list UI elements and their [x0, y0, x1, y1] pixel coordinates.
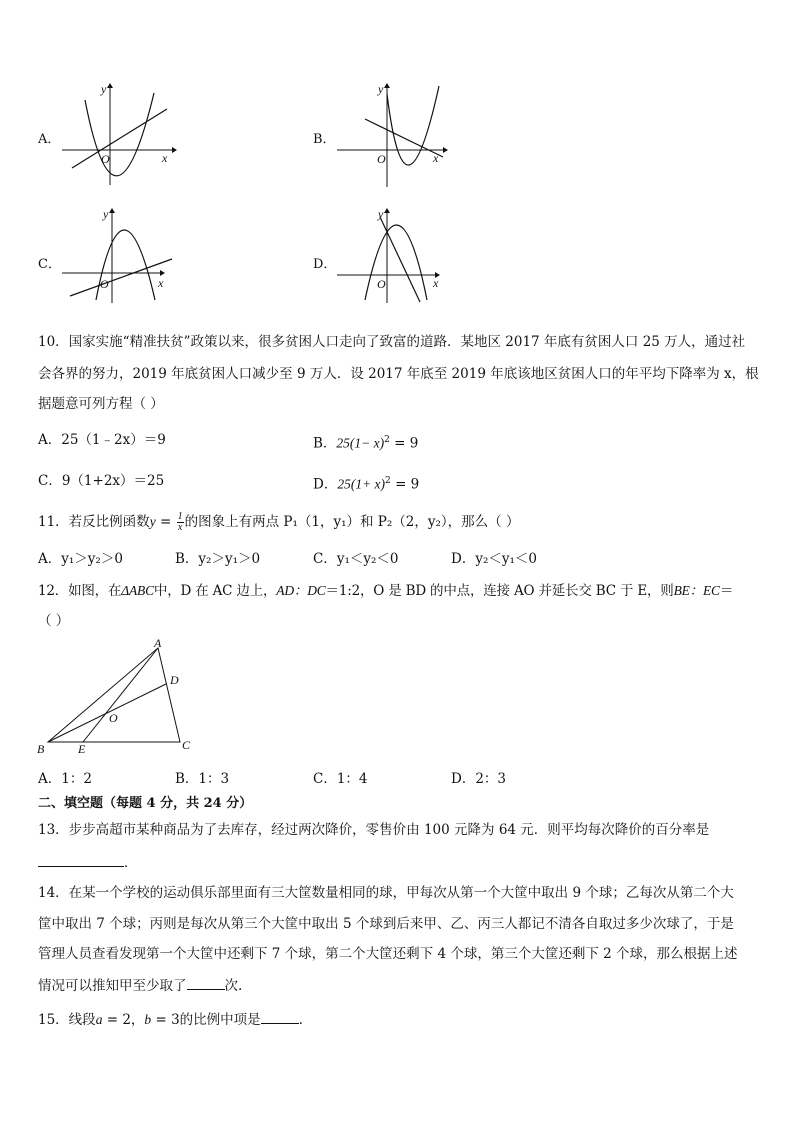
q12-option-b: B．1：3: [175, 771, 230, 787]
q14-answer-blank: [187, 975, 225, 990]
q10-option-d-exp: 2: [385, 476, 391, 486]
q10-line-1: 10．国家实施“精准扶贫”政策以来，很多贫困人口走向了致富的道路．某地区 2017 年底有贫困人口 25 万人，通过社: [38, 334, 746, 350]
q11-suffix: 的图象上有两点 P₁（1，y₁）和 P₂（2，y₂），那么（ ）: [184, 514, 520, 530]
q15-answer-blank: [261, 1009, 299, 1024]
q11-stem: [38, 512, 519, 533]
q11-option-c: C．y₁＜y₂＜0: [313, 551, 399, 567]
q12-text-a: 12．如图，在: [38, 583, 122, 599]
q11-fraction-den: x: [177, 522, 183, 533]
q12-ratio-ad-dc: AD：DC: [276, 583, 326, 598]
graph-b-x-label: x: [433, 151, 439, 165]
q13-end: ．: [124, 855, 138, 871]
q15-end: .: [298, 1012, 303, 1028]
graph-d-x-label: x: [433, 276, 439, 290]
option-d-label: D．: [313, 257, 337, 272]
q10-option-d-rhs: = 9: [390, 476, 420, 493]
fig-label-b: B: [37, 742, 45, 756]
q10-line-2: 会各界的努力，2019 年底贫困人口减少至 9 万人．设 2017 年底至 2019 年底该地区贫困人口的年平均下降率为 x，根: [38, 366, 759, 382]
q13-line-1: 13．步步高超市某种商品为了去库存，经过两次降价，零售价由 100 元降为 64 元．则平均每次降价的百分率是: [38, 822, 710, 838]
q15-prefix: 15．线段: [38, 1012, 96, 1028]
graph-d: [335, 205, 450, 305]
graph-b-y-label: y: [378, 82, 384, 96]
q14-line-2: 筐中取出 7 个球；丙则是每次从第三个大筐中取出 5 个球到后来甲、乙、丙三人都记不清各自取过多少次球了，于是: [38, 916, 734, 932]
q12-option-a: A．1：2: [38, 771, 92, 787]
q15-b-val: = 3: [151, 1012, 180, 1028]
option-b-label: B．: [313, 132, 336, 147]
q13-answer-blank: [38, 852, 124, 867]
q14-line-3: 管理人员查看发现第一个大筐中还剩下 7 个球，第二个大筐还剩下 4 个球，第三个大筐还剩下 2 个球，那么根据上述: [38, 946, 738, 962]
q12-line-2: （ ）: [38, 613, 70, 629]
q10-option-d-expr: 25(1+ x): [337, 476, 386, 492]
q10-option-b-rhs: = 9: [389, 435, 419, 452]
q15-a-var: a: [95, 1012, 103, 1027]
q11-fraction-num: 1: [177, 511, 183, 522]
q10-line-3: 据题意可列方程（ ）: [38, 396, 164, 412]
q10-option-b-exp: 2: [384, 435, 390, 445]
q14-text-a: 情况可以推知甲至少取了: [38, 978, 187, 994]
q12-text-b: 中，D 在 AC 边上，: [153, 583, 277, 599]
q10-option-b-expr: 25(1− x): [336, 435, 385, 451]
graph-a-y-label: y: [101, 82, 107, 96]
graph-a: [60, 80, 175, 190]
q12-option-c: C．1：4: [313, 771, 368, 787]
triangle-figure: [30, 638, 210, 758]
q11-option-d: D．y₂＜y₁＜0: [451, 551, 537, 567]
q12-option-d: D．2：3: [451, 771, 507, 787]
q11-option-b: B．y₂＞y₁＞0: [175, 551, 261, 567]
fig-label-a: A: [154, 636, 162, 650]
q14-line-4: [38, 975, 242, 996]
fig-label-c: C: [182, 738, 191, 752]
graph-b: [335, 80, 450, 190]
q15-suffix: 的比例中项是: [179, 1012, 261, 1028]
graph-d-origin: O: [377, 277, 386, 291]
graph-a-origin: O: [101, 152, 110, 166]
q12-text-c: ＝1:2，O 是 BD 的中点，连接 AO 并延长交 BC 于 E，则: [325, 583, 674, 599]
q14-text-b: 次.: [224, 978, 243, 994]
q10-option-b: [313, 430, 418, 454]
fig-label-e: E: [78, 742, 86, 756]
q14-line-1: 14．在某一个学校的运动俱乐部里面有三大筐数量相同的球，甲每次从第一个大筐中取出 9 个球；乙每次从第二个大: [38, 885, 734, 901]
graph-d-y-label: y: [378, 207, 384, 221]
q12-text-d: ＝: [719, 583, 734, 599]
graph-c: [60, 205, 175, 305]
q13-line-2: [38, 852, 138, 873]
graph-c-y-label: y: [103, 207, 109, 221]
q12-triangle: ΔABC: [121, 583, 154, 598]
q11-prefix: 11．若反比例函数: [38, 514, 150, 530]
q10-option-c: C．9（1+2x）＝25: [38, 473, 165, 489]
section-heading: 二、填空题（每题 4 分，共 24 分）: [38, 796, 253, 811]
graph-a-x-label: x: [162, 151, 168, 165]
q11-func-y: y: [149, 514, 156, 529]
q10-option-b-label: B．: [313, 435, 337, 452]
graph-c-origin: O: [100, 277, 109, 291]
q10-option-d: [313, 471, 419, 495]
graph-b-origin: O: [377, 152, 386, 166]
q10-option-d-label: D．: [313, 476, 338, 493]
fig-label-d: D: [170, 673, 179, 687]
option-a-label: A．: [38, 132, 61, 147]
q11-fraction: [177, 512, 184, 533]
q15-a-val: = 2，: [102, 1012, 145, 1028]
q11-option-a: A．y₁＞y₂＞0: [38, 551, 123, 567]
fig-label-o: O: [109, 711, 118, 725]
q10-option-a: A．25（1﹣2x）＝9: [38, 432, 166, 448]
q11-eq: =: [155, 514, 176, 530]
q15-line: [38, 1009, 303, 1030]
q15-b-var: b: [144, 1012, 152, 1027]
q12-line-1: [38, 581, 733, 601]
graph-c-x-label: x: [158, 276, 164, 290]
option-c-label: C．: [38, 257, 61, 272]
q12-ratio-be-ec: BE：EC: [673, 583, 720, 598]
